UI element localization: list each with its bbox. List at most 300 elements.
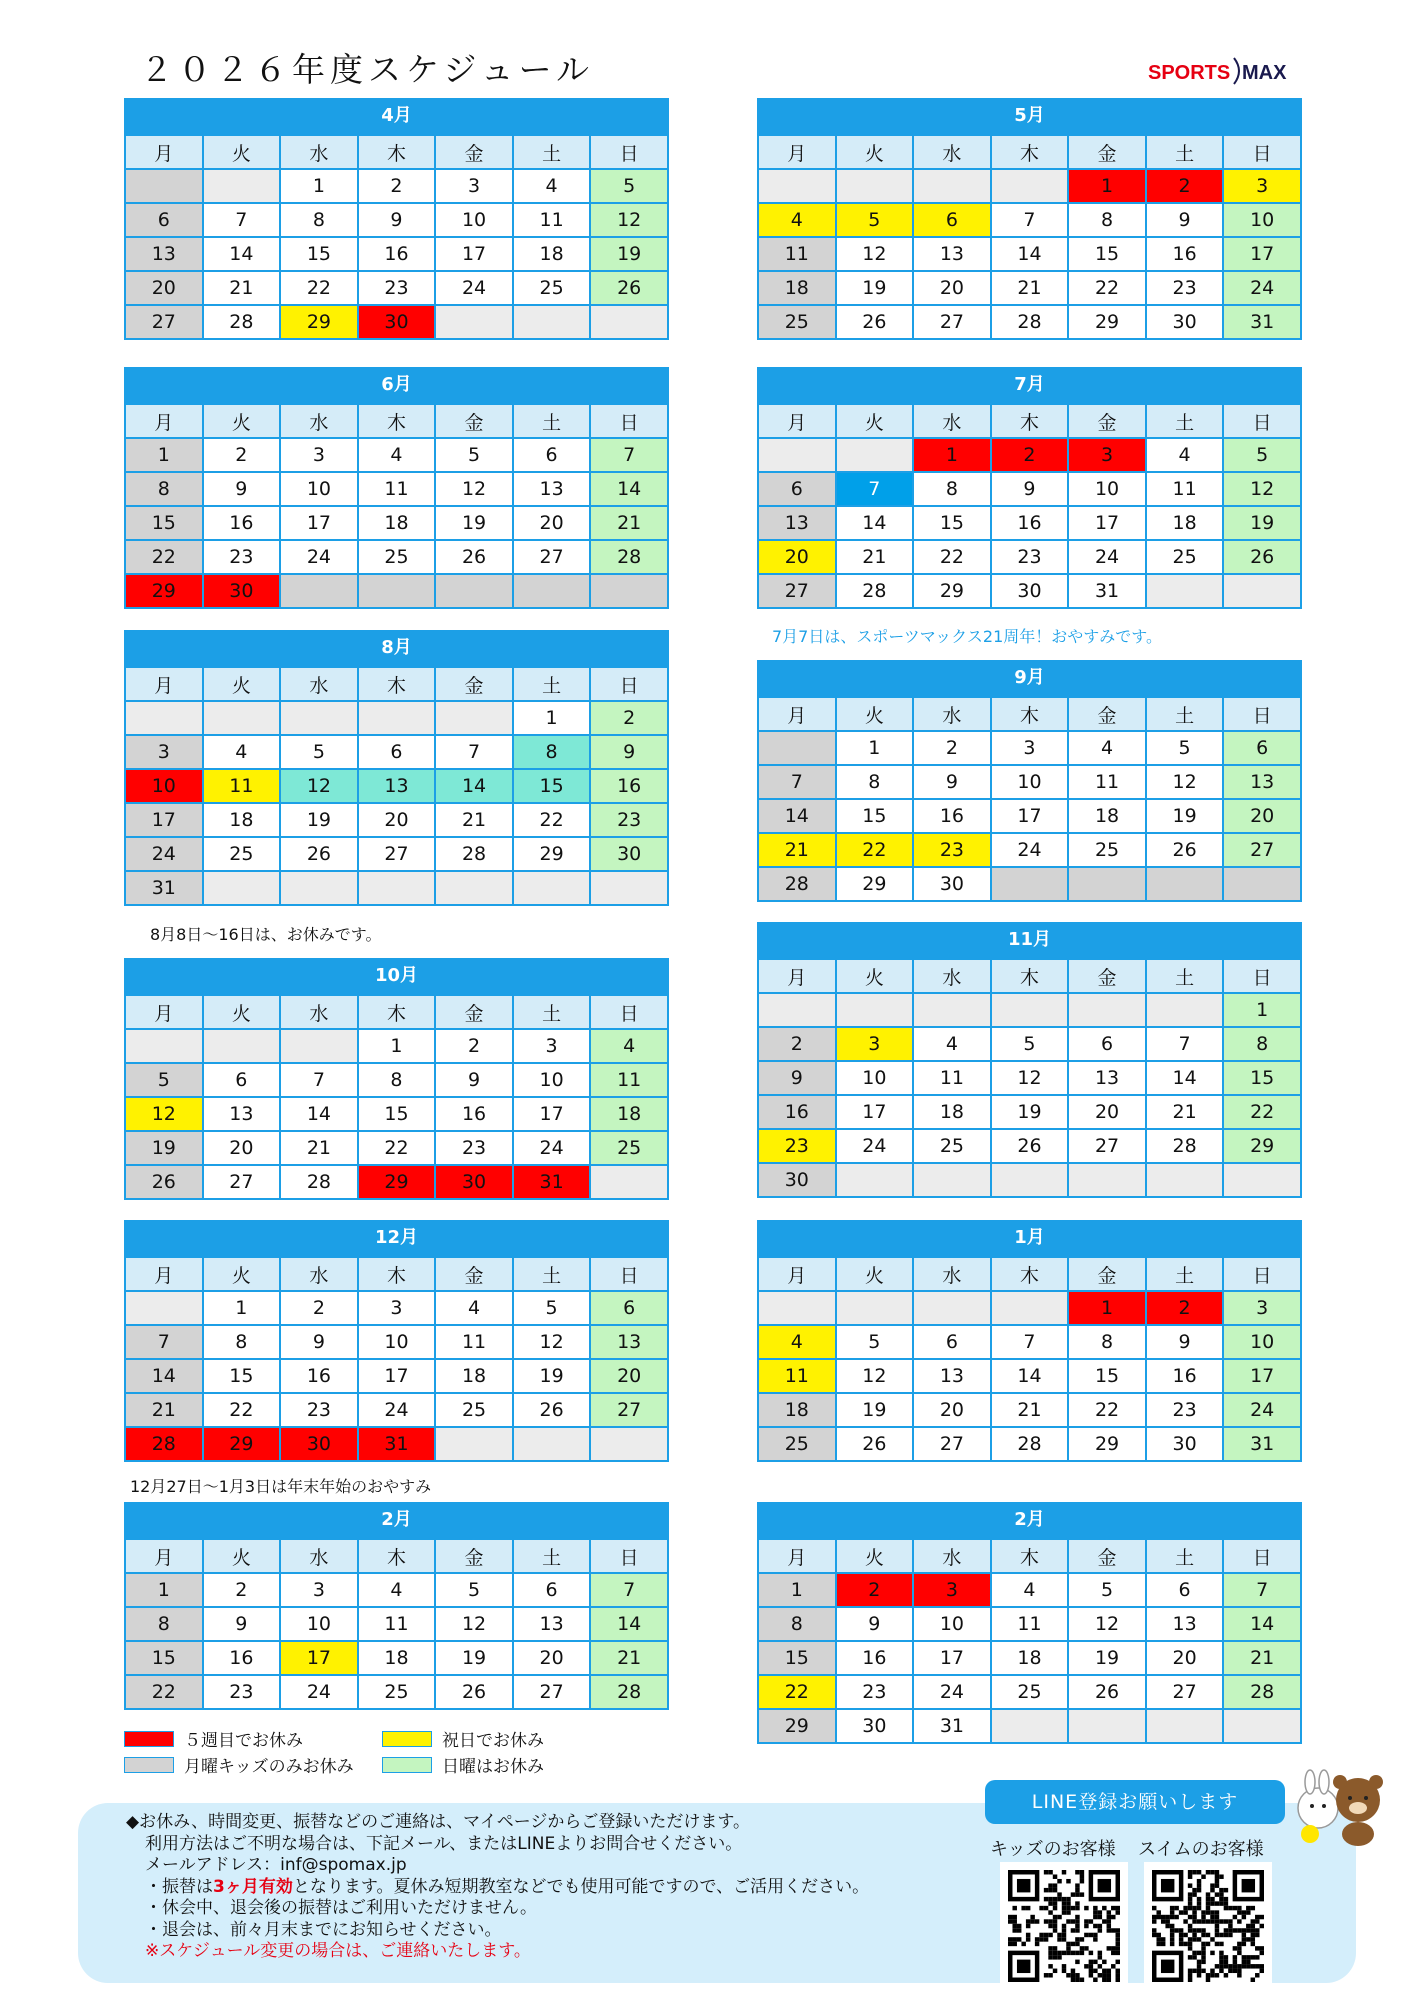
weekday-row [758, 135, 1301, 169]
day-cell: 6 [358, 735, 436, 769]
day-cell [758, 993, 836, 1027]
week-row [758, 169, 1301, 203]
day-cell: 5 [513, 1291, 591, 1325]
weekday-label: 火 [203, 1257, 281, 1291]
info-line-2: 利用方法はご不明な場合は、下記メール、またはLINEよりお問合せください。 [145, 1833, 743, 1854]
weekday-label: 木 [991, 697, 1069, 731]
day-cell: 31 [1068, 574, 1146, 608]
day-cell: 19 [991, 1095, 1069, 1129]
day-cell: 25 [358, 540, 436, 574]
day-cell: 14 [991, 237, 1069, 271]
day-cell [203, 871, 281, 905]
sportsmax-logo [1148, 56, 1308, 86]
weekday-label: 土 [513, 404, 591, 438]
qr-label-kids: キッズのお客様 [990, 1839, 1116, 1860]
day-cell: 26 [513, 1393, 591, 1427]
month-header: 11月 [757, 922, 1302, 958]
day-cell: 29 [1068, 1427, 1146, 1461]
day-cell: 16 [435, 1097, 513, 1131]
day-cell: 7 [280, 1063, 358, 1097]
week-row [758, 731, 1301, 765]
weekday-row [758, 959, 1301, 993]
day-cell: 1 [1068, 169, 1146, 203]
weekday-label: 水 [913, 135, 991, 169]
day-cell: 18 [1146, 506, 1224, 540]
week-row [125, 769, 668, 803]
day-cell: 13 [1068, 1061, 1146, 1095]
day-cell: 5 [1146, 731, 1224, 765]
calendar-december [124, 1220, 669, 1462]
day-cell: 7 [991, 1325, 1069, 1359]
day-cell: 13 [125, 237, 203, 271]
day-cell: 12 [280, 769, 358, 803]
calendar-july [757, 367, 1302, 609]
week-row [758, 833, 1301, 867]
day-cell: 17 [513, 1097, 591, 1131]
weekday-label: 土 [513, 1539, 591, 1573]
day-cell: 8 [203, 1325, 281, 1359]
day-cell [513, 1427, 591, 1461]
day-cell: 8 [125, 472, 203, 506]
day-cell: 25 [991, 1675, 1069, 1709]
day-cell: 20 [513, 1641, 591, 1675]
week-row [758, 438, 1301, 472]
day-cell: 20 [1146, 1641, 1224, 1675]
day-cell: 3 [1068, 438, 1146, 472]
day-cell: 12 [836, 1359, 914, 1393]
day-cell: 28 [1146, 1129, 1224, 1163]
qr-label-swim: スイムのお客様 [1138, 1839, 1264, 1860]
day-cell: 18 [991, 1641, 1069, 1675]
day-cell: 25 [435, 1393, 513, 1427]
day-cell: 30 [280, 1427, 358, 1461]
day-cell [758, 731, 836, 765]
day-cell: 10 [991, 765, 1069, 799]
day-cell: 17 [1223, 1359, 1301, 1393]
day-cell: 25 [1146, 540, 1224, 574]
day-cell: 18 [513, 237, 591, 271]
day-cell [435, 701, 513, 735]
day-cell: 30 [203, 574, 281, 608]
day-cell: 5 [280, 735, 358, 769]
day-cell: 19 [280, 803, 358, 837]
day-cell: 6 [203, 1063, 281, 1097]
day-cell: 12 [836, 237, 914, 271]
day-cell: 26 [1068, 1675, 1146, 1709]
day-cell: 8 [836, 765, 914, 799]
day-cell: 24 [836, 1129, 914, 1163]
day-cell: 18 [913, 1095, 991, 1129]
day-cell [125, 1029, 203, 1063]
weekday-label: 水 [913, 404, 991, 438]
day-cell [280, 574, 358, 608]
week-row [125, 1573, 668, 1607]
weekday-row [125, 995, 668, 1029]
weekday-label: 日 [1223, 135, 1301, 169]
day-cell: 21 [280, 1131, 358, 1165]
day-cell: 21 [836, 540, 914, 574]
day-cell: 13 [203, 1097, 281, 1131]
day-cell [836, 993, 914, 1027]
day-cell [1146, 867, 1224, 901]
weekday-label: 金 [1068, 1539, 1146, 1573]
day-cell [991, 169, 1069, 203]
day-cell: 23 [758, 1129, 836, 1163]
weekday-label: 金 [435, 135, 513, 169]
day-cell: 24 [991, 833, 1069, 867]
day-cell: 27 [125, 305, 203, 339]
day-cell: 27 [513, 540, 591, 574]
week-row [758, 1641, 1301, 1675]
day-cell: 30 [758, 1163, 836, 1197]
day-cell: 29 [1223, 1129, 1301, 1163]
month-grid [757, 1538, 1302, 1744]
day-cell: 21 [1146, 1095, 1224, 1129]
legend-sunday-label: 日曜はお休み [442, 1757, 544, 1777]
day-cell [435, 871, 513, 905]
day-cell: 6 [590, 1291, 668, 1325]
day-cell: 1 [125, 1573, 203, 1607]
month-grid [757, 403, 1302, 609]
day-cell: 10 [280, 1607, 358, 1641]
month-header: 9月 [757, 660, 1302, 696]
info-line-4a: ・振替は [145, 1876, 213, 1897]
day-cell: 17 [991, 799, 1069, 833]
day-cell: 17 [358, 1359, 436, 1393]
day-cell: 2 [836, 1573, 914, 1607]
day-cell: 11 [358, 1607, 436, 1641]
day-cell: 8 [358, 1063, 436, 1097]
weekday-label: 火 [836, 135, 914, 169]
weekday-label: 金 [1068, 135, 1146, 169]
day-cell: 29 [203, 1427, 281, 1461]
day-cell: 31 [1223, 305, 1301, 339]
day-cell: 14 [836, 506, 914, 540]
month-grid [124, 666, 669, 906]
page-title: ２０２６年度スケジュール [140, 50, 595, 89]
day-cell: 19 [435, 506, 513, 540]
day-cell: 14 [590, 472, 668, 506]
weekday-label: 月 [758, 404, 836, 438]
day-cell: 7 [203, 203, 281, 237]
day-cell: 9 [435, 1063, 513, 1097]
day-cell: 23 [203, 540, 281, 574]
day-cell: 11 [203, 769, 281, 803]
day-cell: 15 [125, 1641, 203, 1675]
weekday-label: 土 [1146, 959, 1224, 993]
day-cell: 2 [1146, 1291, 1224, 1325]
day-cell: 5 [590, 169, 668, 203]
weekday-label: 日 [590, 995, 668, 1029]
day-cell: 3 [991, 731, 1069, 765]
weekday-label: 木 [358, 1257, 436, 1291]
month-grid [124, 403, 669, 609]
month-header: 6月 [124, 367, 669, 403]
day-cell: 20 [590, 1359, 668, 1393]
day-cell [758, 438, 836, 472]
day-cell: 8 [125, 1607, 203, 1641]
weekday-label: 土 [1146, 135, 1224, 169]
weekday-label: 金 [435, 1539, 513, 1573]
weekday-label: 月 [758, 697, 836, 731]
weekday-label: 水 [280, 135, 358, 169]
day-cell: 27 [1068, 1129, 1146, 1163]
day-cell: 21 [590, 506, 668, 540]
week-row [758, 237, 1301, 271]
day-cell: 21 [590, 1641, 668, 1675]
weekday-label: 月 [125, 1257, 203, 1291]
calendar-january [757, 1220, 1302, 1462]
day-cell: 22 [203, 1393, 281, 1427]
day-cell [1146, 574, 1224, 608]
day-cell: 18 [358, 1641, 436, 1675]
day-cell: 7 [590, 438, 668, 472]
line-register-button[interactable]: LINE登録お願いします [985, 1780, 1285, 1824]
day-cell: 15 [280, 237, 358, 271]
week-row [125, 1325, 668, 1359]
day-cell: 9 [991, 472, 1069, 506]
weekday-label: 木 [991, 404, 1069, 438]
day-cell: 20 [758, 540, 836, 574]
qr-code-kids[interactable] [1000, 1862, 1128, 2012]
weekday-label: 月 [758, 1539, 836, 1573]
day-cell: 18 [203, 803, 281, 837]
day-cell: 18 [1068, 799, 1146, 833]
month-header: 12月 [124, 1220, 669, 1256]
week-row [125, 1291, 668, 1325]
weekday-label: 土 [1146, 404, 1224, 438]
month-grid [124, 994, 669, 1200]
info-line-3: メールアドレス：inf@spomax.jp [145, 1855, 407, 1875]
day-cell [758, 169, 836, 203]
day-cell [590, 574, 668, 608]
day-cell: 9 [913, 765, 991, 799]
week-row [758, 1573, 1301, 1607]
day-cell: 14 [1146, 1061, 1224, 1095]
day-cell: 10 [125, 769, 203, 803]
day-cell: 24 [435, 271, 513, 305]
day-cell: 25 [203, 837, 281, 871]
weekday-label: 金 [435, 1257, 513, 1291]
day-cell [991, 867, 1069, 901]
qr-kids-svg [1000, 1862, 1128, 2012]
day-cell: 3 [435, 169, 513, 203]
day-cell [590, 305, 668, 339]
day-cell: 6 [1223, 731, 1301, 765]
week-row [758, 540, 1301, 574]
weekday-label: 土 [1146, 1257, 1224, 1291]
day-cell [203, 169, 281, 203]
day-cell [1068, 1709, 1146, 1743]
day-cell: 23 [280, 1393, 358, 1427]
day-cell: 19 [836, 271, 914, 305]
day-cell: 14 [435, 769, 513, 803]
day-cell: 14 [758, 799, 836, 833]
week-row [758, 1129, 1301, 1163]
day-cell: 18 [358, 506, 436, 540]
week-row [758, 867, 1301, 901]
qr-code-swim[interactable] [1144, 1862, 1272, 2012]
weekday-row [125, 1539, 668, 1573]
day-cell: 11 [513, 203, 591, 237]
calendar-march [757, 1502, 1302, 1744]
day-cell: 11 [590, 1063, 668, 1097]
day-cell [125, 169, 203, 203]
day-cell [991, 1709, 1069, 1743]
weekday-label: 月 [758, 959, 836, 993]
day-cell: 3 [1223, 1291, 1301, 1325]
day-cell: 11 [758, 237, 836, 271]
weekday-row [125, 404, 668, 438]
day-cell: 1 [513, 701, 591, 735]
day-cell: 29 [758, 1709, 836, 1743]
week-row [125, 1393, 668, 1427]
day-cell: 27 [1223, 833, 1301, 867]
weekday-label: 火 [836, 1539, 914, 1573]
day-cell: 20 [913, 1393, 991, 1427]
day-cell: 2 [991, 438, 1069, 472]
weekday-label: 火 [836, 1257, 914, 1291]
day-cell: 10 [513, 1063, 591, 1097]
day-cell: 9 [1146, 1325, 1224, 1359]
day-cell: 22 [358, 1131, 436, 1165]
day-cell: 30 [1146, 305, 1224, 339]
weekday-label: 水 [280, 1539, 358, 1573]
day-cell: 30 [836, 1709, 914, 1743]
info-line-7: ※スケジュール変更の場合は、ご連絡いたします。 [145, 1941, 531, 1961]
weekday-label: 土 [513, 135, 591, 169]
day-cell: 15 [125, 506, 203, 540]
day-cell: 22 [513, 803, 591, 837]
day-cell: 10 [435, 203, 513, 237]
info-line-5: ・休会中、退会後の振替はご利用いただけません。 [145, 1898, 538, 1918]
day-cell: 22 [280, 271, 358, 305]
day-cell: 4 [358, 1573, 436, 1607]
day-cell: 19 [836, 1393, 914, 1427]
day-cell: 10 [1223, 203, 1301, 237]
day-cell: 28 [836, 574, 914, 608]
day-cell: 4 [1068, 731, 1146, 765]
day-cell: 31 [1223, 1427, 1301, 1461]
day-cell: 9 [836, 1607, 914, 1641]
week-row [758, 472, 1301, 506]
month-header: 5月 [757, 98, 1302, 134]
weekday-label: 月 [758, 135, 836, 169]
week-row [758, 203, 1301, 237]
day-cell: 30 [590, 837, 668, 871]
day-cell: 15 [1068, 237, 1146, 271]
day-cell: 22 [836, 833, 914, 867]
weekday-label: 土 [1146, 1539, 1224, 1573]
december-note: 12月27日〜1月3日は年末年始のおやすみ [130, 1477, 432, 1496]
weekday-label: 日 [590, 1257, 668, 1291]
day-cell: 11 [358, 472, 436, 506]
weekday-label: 木 [358, 1539, 436, 1573]
week-row [125, 1427, 668, 1461]
weekday-label: 日 [590, 404, 668, 438]
day-cell: 28 [1223, 1675, 1301, 1709]
weekday-label: 金 [1068, 959, 1146, 993]
day-cell: 29 [913, 574, 991, 608]
day-cell [991, 993, 1069, 1027]
week-row [758, 1095, 1301, 1129]
logo-text-max: MAX [1242, 62, 1287, 84]
weekday-label: 水 [280, 667, 358, 701]
week-row [125, 701, 668, 735]
legend-swatch-gray [124, 1757, 174, 1773]
calendar-august [124, 630, 669, 906]
week-row [125, 506, 668, 540]
weekday-label: 木 [991, 959, 1069, 993]
day-cell: 13 [513, 472, 591, 506]
legend-week5 [124, 1726, 303, 1751]
day-cell [913, 1291, 991, 1325]
day-cell: 12 [1146, 765, 1224, 799]
day-cell: 5 [435, 438, 513, 472]
calendar-september [757, 660, 1302, 902]
info-line-4 [128, 1877, 869, 1899]
day-cell: 22 [1068, 1393, 1146, 1427]
day-cell: 5 [836, 1325, 914, 1359]
day-cell: 16 [1146, 237, 1224, 271]
day-cell: 9 [1146, 203, 1224, 237]
month-grid [757, 696, 1302, 902]
day-cell: 26 [836, 1427, 914, 1461]
day-cell: 1 [358, 1029, 436, 1063]
week-row [125, 1063, 668, 1097]
line-mascot-image [1290, 1768, 1390, 1848]
day-cell: 3 [836, 1027, 914, 1061]
calendar-february [124, 1502, 669, 1710]
weekday-label: 日 [1223, 1257, 1301, 1291]
day-cell: 25 [590, 1131, 668, 1165]
week-row [758, 1027, 1301, 1061]
day-cell: 6 [913, 203, 991, 237]
day-cell: 5 [991, 1027, 1069, 1061]
day-cell: 13 [758, 506, 836, 540]
day-cell: 19 [435, 1641, 513, 1675]
day-cell: 25 [913, 1129, 991, 1163]
day-cell: 16 [590, 769, 668, 803]
info-text [128, 1812, 869, 1963]
day-cell [590, 871, 668, 905]
day-cell [913, 1163, 991, 1197]
week-row [125, 169, 668, 203]
day-cell: 17 [1223, 237, 1301, 271]
week-row [125, 237, 668, 271]
week-row [758, 993, 1301, 1027]
weekday-label: 月 [125, 1539, 203, 1573]
day-cell: 4 [758, 203, 836, 237]
weekday-label: 木 [358, 135, 436, 169]
week-row [758, 1359, 1301, 1393]
day-cell: 28 [435, 837, 513, 871]
day-cell: 26 [435, 540, 513, 574]
weekday-row [758, 1539, 1301, 1573]
month-header: 2月 [124, 1502, 669, 1538]
weekday-label: 金 [435, 404, 513, 438]
day-cell: 28 [991, 1427, 1069, 1461]
day-cell: 13 [590, 1325, 668, 1359]
info-line-4-emphasis: 3ヶ月有効 [213, 1876, 293, 1897]
day-cell [1223, 1163, 1301, 1197]
day-cell: 9 [358, 203, 436, 237]
day-cell [513, 305, 591, 339]
day-cell: 11 [435, 1325, 513, 1359]
weekday-label: 火 [203, 135, 281, 169]
day-cell: 28 [991, 305, 1069, 339]
day-cell: 4 [358, 438, 436, 472]
